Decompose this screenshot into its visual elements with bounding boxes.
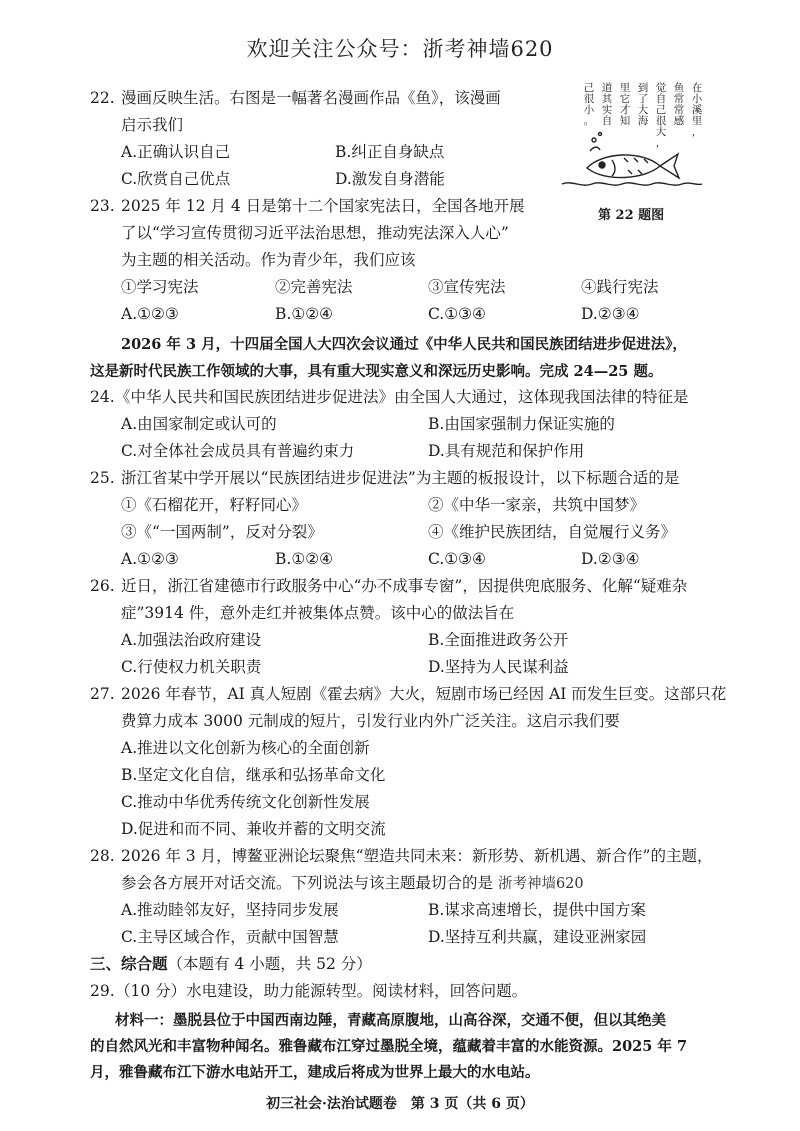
q26-stem-line2: 症”3914 件，意外走红并被集体点赞。该中心的做法旨在 <box>121 604 515 622</box>
q25-statement-3: ③《“一国两制”，反对分裂》 <box>121 523 323 541</box>
fish-drawing <box>562 133 702 186</box>
q28-stem-line2-text: 参会各方展开对话交流。下列说法与该主题最切合的是 <box>121 874 494 892</box>
q25-option-b: B.①②④ <box>275 550 334 568</box>
cartoon-char: 在 <box>691 82 703 94</box>
q23-stem-line1: 2025 年 12 月 4 日是第十二个国家宪法日，全国各地开展 <box>121 197 525 215</box>
q27-option-a: A.推进以文化创新为核心的全面创新 <box>121 739 370 757</box>
cartoon-char: 小 <box>583 104 595 116</box>
q23-statement-3: ③宣传宪法 <box>428 278 506 296</box>
q28-option-c: C.主导区域合作，贡献中国智慧 <box>121 928 339 946</box>
q24-option-b: B.由国家强制力保证实施的 <box>428 415 615 433</box>
q29-material-line3: 月，雅鲁藏布江下游水电站开工，建成后将成为世界上最大的水电站。 <box>90 1064 540 1081</box>
q29-stem-line1: （10 分）水电建设，助力能源转型。阅读材料，回答问题。 <box>115 982 528 1000</box>
q25-statement-1: ①《石榴花开，籽籽同心》 <box>121 496 308 514</box>
cartoon-char: 知 <box>619 115 631 127</box>
q26-option-a: A.加强法治政府建设 <box>121 631 262 649</box>
q24-option-c: C.对全体社会成员具有普遍约束力 <box>121 442 355 460</box>
q25-number: 25. <box>90 469 115 487</box>
cartoon-char: 溪 <box>691 104 703 116</box>
cartoon-caption-text <box>584 81 703 149</box>
cartoon-char: 常 <box>673 104 685 116</box>
q23-option-b: B.①②④ <box>275 305 334 323</box>
q27-option-c: C.推动中华优秀传统文化创新性发展 <box>121 793 370 811</box>
q24-stem-line1: 《中华人民共和国民族团结进步促进法》由全国人大通过，这体现我国法律的特征是 <box>115 388 689 406</box>
q22-number: 22. <box>90 89 115 107</box>
q24-option-a: A.由国家制定或认可的 <box>121 415 277 433</box>
q28-stem-line2 <box>121 873 584 894</box>
q26-number: 26. <box>90 577 115 595</box>
q25-option-a: A.①②③ <box>121 550 179 568</box>
q23-option-d: D.②③④ <box>581 305 640 323</box>
cartoon-char: 道 <box>601 82 613 94</box>
cartoon-char: 里 <box>619 82 631 94</box>
section-3-heading <box>90 954 372 974</box>
q23-option-c: C.①③④ <box>428 305 486 323</box>
q28-number: 28. <box>90 847 115 865</box>
q28-option-d: D.坚持互利共赢，建设亚洲家园 <box>428 928 647 946</box>
cartoon-char: 才 <box>619 104 631 116</box>
q22-option-b: B.纠正自身缺点 <box>335 143 445 161</box>
cartoon-char: 。 <box>583 115 595 127</box>
q23-option-a: A.①②③ <box>121 305 179 323</box>
q23-stem-line3: 为主题的相关活动。作为青少年，我们应该 <box>121 251 416 269</box>
passage-line1: 2026 年 3 月，十四届全国人大四次会议通过《中华人民共和国民族团结进步促进法》， <box>121 336 687 353</box>
q22-stem-line2: 启示我们 <box>121 116 184 134</box>
q29-material-line1: 材料一：墨脱县位于中国西南边陲，青藏高原腹地，山高谷深，交通不便，但以其绝美 <box>115 1012 666 1029</box>
cartoon-char: 海 <box>637 115 649 127</box>
q27-option-b: B.坚定文化自信，继承和弘扬革命文化 <box>121 766 386 784</box>
header-watermark: 欢迎关注公众号：浙考神墙620 <box>246 37 554 61</box>
q23-statement-2: ②完善宪法 <box>275 278 353 296</box>
q23-statement-4: ④践行宪法 <box>581 278 659 296</box>
cartoon-char: 小 <box>691 93 703 105</box>
q26-stem-line1: 近日，浙江省建德市行政服务中心“办不成事专窗”，因提供兜底服务、化解“疑难杂 <box>121 577 688 595</box>
figure-22-caption: 第 22 题图 <box>598 208 665 223</box>
cartoon-char: 实 <box>601 104 613 116</box>
q27-number: 27. <box>90 685 115 703</box>
q25-statement-2: ②《中华一家亲，共筑中国梦》 <box>428 496 646 514</box>
q23-stem-line2: 了以“学习宣传贯彻习近平法治思想，推动宪法深入人心” <box>121 224 509 242</box>
q28-option-b: B.谋求高速增长，提供中国方案 <box>428 901 646 919</box>
q23-statement-1: ①学习宪法 <box>121 278 199 296</box>
q25-option-c: C.①③④ <box>428 550 486 568</box>
q26-option-c: C.行使权力机关职责 <box>121 658 262 676</box>
cartoon-char: 很 <box>583 93 595 105</box>
inline-watermark: 浙考神墙620 <box>497 876 584 892</box>
q26-option-b: B.全面推进政务公开 <box>428 631 569 649</box>
q24-number: 24. <box>90 388 115 406</box>
q22-option-d: D.激发自身潜能 <box>335 170 445 188</box>
cartoon-char: 到 <box>637 82 649 94</box>
q27-stem-line2: 费算力成本 3000 元制成的短片，引发行业内外广泛关注。这启示我们要 <box>121 712 620 730</box>
cartoon-char: 觉 <box>655 82 667 94</box>
section-3-note: （本题有 4 小题，共 52 分） <box>167 955 372 973</box>
section-3-title: 三、综合题 <box>90 954 168 973</box>
cartoon-char: ， <box>655 137 667 149</box>
cartoon-char: 感 <box>673 115 685 127</box>
cartoon-char: 很 <box>655 115 667 127</box>
q24-option-d: D.具有规范和保护作用 <box>428 442 585 460</box>
q25-statement-4: ④《维护民族团结，自觉履行义务》 <box>428 523 677 541</box>
page-footer: 初三社会·法治试题卷 第 3 页（共 6 页） <box>266 1096 534 1112</box>
cartoon-char: 它 <box>619 93 631 105</box>
cartoon-char: 里 <box>691 115 703 127</box>
fish-cartoon-image <box>542 80 707 198</box>
q28-option-a: A.推动睦邻友好，坚持同步发展 <box>121 901 339 919</box>
cartoon-char: ， <box>691 126 703 138</box>
cartoon-char: 自 <box>655 93 667 105</box>
q29-number: 29. <box>90 982 115 1000</box>
q22-option-c: C.欣赏自己优点 <box>121 170 231 188</box>
cartoon-char: 了 <box>637 93 649 105</box>
q27-option-d: D.促进和而不同、兼收并蓄的文明交流 <box>121 820 386 838</box>
cartoon-char: 鱼 <box>673 82 685 94</box>
q26-option-d: D.坚持为人民谋利益 <box>428 658 569 676</box>
cartoon-char: 己 <box>583 82 595 94</box>
q25-stem-line1: 浙江省某中学开展以“民族团结进步促进法”为主题的板报设计，以下标题合适的是 <box>121 469 680 487</box>
q28-stem-line1: 2026 年 3 月，博鳌亚洲论坛聚焦“塑造共同未来：新形势、新机遇、新合作”的主题， <box>121 847 713 865</box>
q22-option-a: A.正确认识自己 <box>121 143 231 161</box>
q23-number: 23. <box>90 197 115 215</box>
cartoon-char: 其 <box>601 93 613 105</box>
q25-option-d: D.②③④ <box>581 550 640 568</box>
cartoon-char: 大 <box>637 104 649 116</box>
passage-line2: 这是新时代民族工作领域的大事，具有重大现实意义和深远历史影响。完成 24—25 题。 <box>90 363 663 380</box>
cartoon-char: 己 <box>655 104 667 116</box>
q29-material-line2: 的自然风光和丰富物种闻名。雅鲁藏布江穿过墨脱全境，蕴藏着丰富的水能资源。2025 年 7 <box>90 1038 688 1055</box>
cartoon-char: 常 <box>673 93 685 105</box>
cartoon-char: 大 <box>655 126 667 138</box>
cartoon-char: 自 <box>601 115 613 127</box>
q22-stem-line1: 漫画反映生活。右图是一幅著名漫画作品《鱼》，该漫画 <box>121 89 501 107</box>
q27-stem-line1: 2026 年春节，AI 真人短剧《霍去病》大火，短剧市场已经因 AI 而发生巨变。这部只花 <box>121 685 727 703</box>
